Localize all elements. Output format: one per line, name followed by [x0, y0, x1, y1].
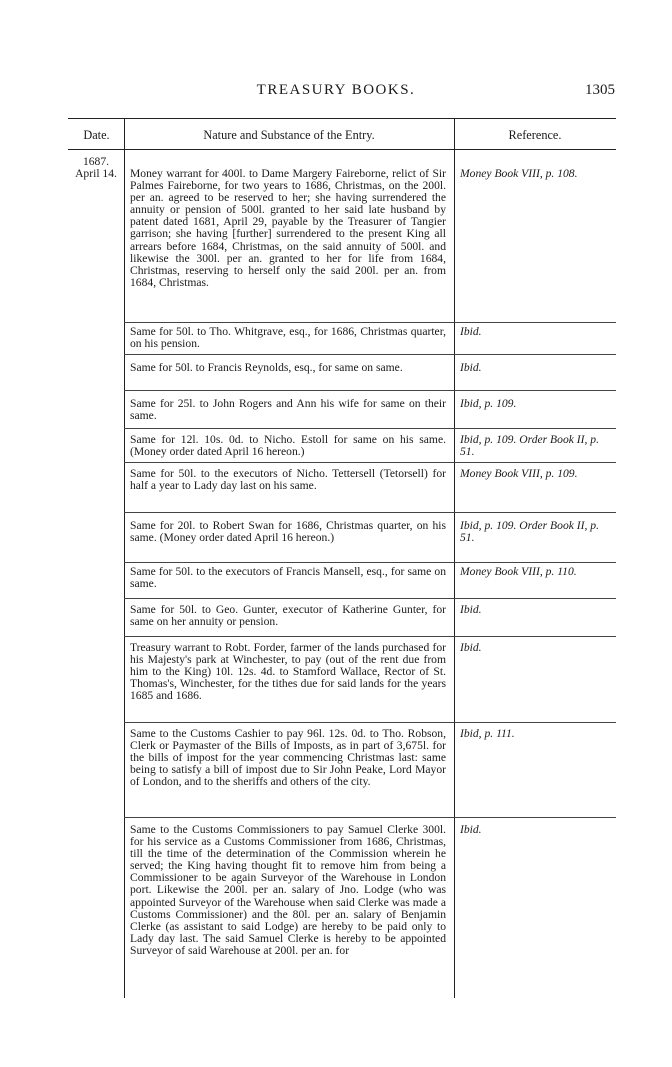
column-header-reference: Reference. — [508, 128, 562, 142]
entry-text: Same for 25l. to John Rogers and Ann his wife for same on their same. — [130, 397, 446, 423]
entry-date-year: 1687. — [82, 155, 110, 168]
reference-separator — [454, 817, 616, 818]
column-header-nature: Nature and Substance of the Entry. — [203, 128, 375, 142]
reference-separator — [454, 562, 616, 563]
entry-text: Same for 12l. 10s. 0d. to Nicho. Estoll for same on his same. (Money order dated April 16 hereon.) — [130, 433, 446, 459]
entry-text: Same for 50l. to the executors of Francis Mansell, esq., for same on same. — [130, 565, 446, 591]
entry-separator — [124, 322, 454, 323]
entry-separator — [124, 390, 454, 391]
reference-separator — [454, 512, 616, 513]
entry-reference: Ibid, p. 109. — [460, 397, 517, 410]
entry-reference: Ibid. — [460, 823, 482, 836]
reference-separator — [454, 462, 616, 463]
entry-separator — [124, 428, 454, 429]
entry-text: Same to the Customs Commissioners to pay Samuel Clerke 300l. for his service as a Customs Commissioner from 1686, Christmas, till the time of the determination of the Commission wherein he served; the King having thought fit to remove him from being a Commissioner to be again Surveyor of the Warehouse in London port. Likewise the 200l. per an. salary of Jno. Lodge (who was appointed Surveyor of the Warehouse when said Clerke was made a Customs Commissioner) and the 80l. per an. salary of Benjamin Clerke (as assistant to said Lodge) are hereby to be paid only to Lady day last. The said Samuel Clerke is hereby to be appointed Surveyor of said Warehouse at 200l. per an. for — [130, 823, 446, 957]
reference-separator — [454, 322, 616, 323]
reference-separator — [454, 722, 616, 723]
reference-separator — [454, 390, 616, 391]
reference-separator — [454, 428, 616, 429]
reference-separator — [454, 354, 616, 355]
entry-separator — [124, 354, 454, 355]
entry-separator — [124, 462, 454, 463]
entry-separator — [124, 636, 454, 637]
entry-text: Money warrant for 400l. to Dame Margery Faireborne, relict of Sir Palmes Faireborne, for two years to 1686, Christmas, on the 200l. per an. agreed to be reserved to her; she having surrendered the annuity or pension of 500l. granted to her said late husband by patent dated 1681, April 29, payable by the Treasurer of Tangier garrison; she having [further] surrendered to the present King all arrears before 1684, Christmas, on the said annuity of 500l. and likewise the 300l. per an. granted to her for life from 1684, Christmas, reserving to herself only the said 200l. per an. from 1684, Christmas. — [130, 167, 446, 289]
entry-reference: Ibid. — [460, 641, 482, 654]
entry-reference: Ibid, p. 109. Order Book II, p. 51. — [460, 433, 599, 459]
entry-text: Same to the Customs Cashier to pay 96l. 12s. 0d. to Tho. Robson, Clerk or Paymaster of the Bills of Imposts, as in part of 3,675l. for the bills of impost for the year commencing Christmas last: same being to satisfy a bill of impost due to Sir John Peake, Lord Mayor of London, and to the sheriffs and others of the city. — [130, 727, 446, 789]
entry-text: Same for 50l. to Tho. Whitgrave, esq., for 1686, Christmas quarter, on his pension. — [130, 325, 446, 351]
entry-reference: Money Book VIII, p. 110. — [460, 565, 577, 578]
table-header-rule — [68, 149, 616, 150]
entry-text: Same for 50l. to Francis Reynolds, esq., for same on same. — [130, 361, 403, 374]
reference-separator — [454, 598, 616, 599]
entry-reference: Money Book VIII, p. 109. — [460, 467, 578, 480]
entry-reference: Ibid. — [460, 325, 482, 338]
entry-text: Same for 20l. to Robert Swan for 1686, Christmas quarter, on his same. (Money order dated April 16 hereon.) — [130, 519, 446, 545]
table-top-rule — [68, 118, 616, 119]
entry-date-day: April 14. — [75, 167, 117, 180]
entry-reference: Ibid. — [460, 361, 482, 374]
entry-text: Treasury warrant to Robt. Forder, farmer of the lands purchased for his Majesty's park at Winchester, to pay (out of the rent due from him to the King) 10l. 12s. 4d. to Stamford Wallace, Rector of St. Thomas's, Winchester, for the tithes due for said lands for the years 1685 and 1686. — [130, 641, 446, 703]
entry-separator — [124, 817, 454, 818]
entry-separator — [124, 722, 454, 723]
reference-separator — [454, 636, 616, 637]
entry-reference: Ibid, p. 111. — [460, 727, 515, 740]
entry-separator — [124, 598, 454, 599]
page-header-title: TREASURY BOOKS. — [256, 82, 416, 98]
entry-text: Same for 50l. to Geo. Gunter, executor of Katherine Gunter, for same on her annuity or pension. — [130, 603, 446, 629]
column-header-date: Date. — [83, 128, 110, 142]
page-number: 1305 — [585, 82, 615, 98]
entry-separator — [124, 512, 454, 513]
column-divider-1 — [124, 118, 125, 998]
entry-text: Same for 50l. to the executors of Nicho. Tettersell (Tetorsell) for half a year to Lady day last on his same. — [130, 467, 446, 493]
entry-reference: Ibid, p. 109. Order Book II, p. 51. — [460, 519, 599, 545]
entry-separator — [124, 562, 454, 563]
entry-reference: Money Book VIII, p. 108. — [460, 167, 578, 180]
entry-reference: Ibid. — [460, 603, 482, 616]
column-divider-2 — [454, 118, 455, 998]
